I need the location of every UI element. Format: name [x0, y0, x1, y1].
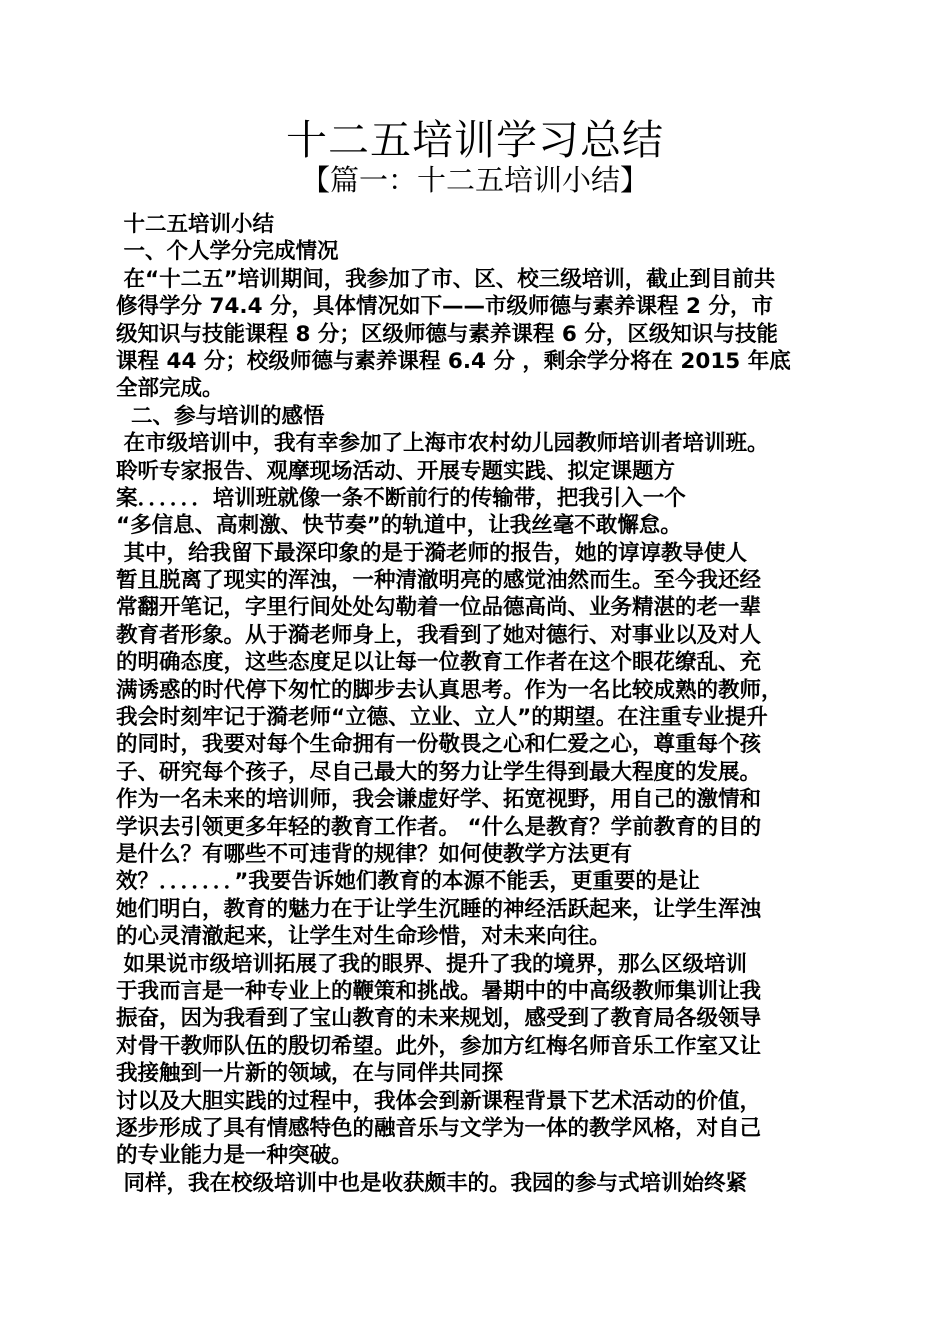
text-line: 如果说市级培训拓展了我的眼界、提升了我的境界，那么区级培训 — [116, 951, 747, 977]
text-line: “多信息、高刺激、快节奏”的轨道中，让我丝毫不敢懈怠。 — [116, 513, 682, 539]
text-line: 案．．．．．．培训班就像一条不断前行的传输带，把我引入一个 — [116, 485, 686, 511]
text-line: 聆听专家报告、观摩现场活动、开展专题实践、拟定课题方 — [116, 458, 676, 484]
text-line: 的明确态度，这些态度足以让每一位教育工作者在这个眼花缭乱、充 — [116, 650, 762, 676]
text-line: 同样，我在校级培训中也是收获颇丰的。我园的参与式培训始终紧 — [116, 1170, 747, 1196]
text-line: 我接触到一片新的领域，在与同伴共同探 — [116, 1061, 504, 1087]
document-body — [116, 211, 836, 1197]
text-line: 教育者形象。从于漪老师身上，我看到了她对德行、对事业以及对人 — [116, 622, 762, 648]
text-line: 她们明白，教育的魅力在于让学生沉睡的神经活跃起来，让学生浑浊 — [116, 896, 762, 922]
text-line: 级知识与技能课程 8 分；区级师德与素养课程 6 分，区级知识与技能 — [116, 321, 778, 347]
text-line: 讨以及大胆实践的过程中，我体会到新课程背景下艺术活动的价值， — [116, 1088, 762, 1114]
document-subtitle: 【篇一：十二五培训小结】 — [300, 163, 649, 197]
text-line: 满诱惑的时代停下匆忙的脚步去认真思考。作为一名比较成熟的教师， — [116, 677, 783, 703]
text-line: 在“十二五”培训期间，我参加了市、区、校三级培训，截止到目前共 — [116, 266, 776, 292]
text-line: 在市级培训中，我有幸参加了上海市农村幼儿园教师培训者培训班。 — [116, 431, 769, 457]
text-line: 修得学分 74.4 分，具体情况如下——市级师德与素养课程 2 分，市 — [116, 294, 773, 320]
text-line: 对骨干教师队伍的殷切希望。此外，参加方红梅名师音乐工作室又让 — [116, 1033, 762, 1059]
text-line: 课程 44 分；校级师德与素养课程 6.4 分 ，剩余学分将在 2015 年底 — [116, 348, 791, 374]
document-title: 十二五培训学习总结 — [286, 116, 664, 164]
text-line: 作为一名未来的培训师，我会谦虚好学、拓宽视野，用自己的激情和 — [116, 787, 762, 813]
text-line: 是什么？有哪些不可违背的规律？如何使教学方法更有 — [116, 841, 633, 867]
text-line: 二、参与培训的感悟 — [116, 403, 325, 429]
text-line: 振奋，因为我看到了宝山教育的未来规划，感受到了教育局各级领导 — [116, 1006, 762, 1032]
text-line: 效？．．．．．．．”我要告诉她们教育的本源不能丢，更重要的是让 — [116, 869, 700, 895]
text-line: 其中，给我留下最深印象的是于漪老师的报告，她的谆谆教导使人 — [116, 540, 747, 566]
text-line: 的专业能力是一种突破。 — [116, 1143, 353, 1169]
text-line: 子、研究每个孩子，尽自己最大的努力让学生得到最大程度的发展。 — [116, 759, 762, 785]
text-line: 常翻开笔记，字里行间处处勾勒着一位品德高尚、业务精湛的老一辈 — [116, 595, 762, 621]
text-line: 全部完成。 — [116, 376, 224, 402]
text-line: 一、个人学分完成情况 — [116, 239, 339, 265]
text-line: 学识去引领更多年轻的教育工作者。 “什么是教育？学前教育的目的 — [116, 814, 762, 840]
text-line: 暂且脱离了现实的浑浊，一种清澈明亮的感觉油然而生。至今我还经 — [116, 568, 762, 594]
text-line: 十二五培训小结 — [116, 212, 274, 237]
text-line: 逐步形成了具有情感特色的融音乐与文学为一体的教学风格，对自己 — [116, 1115, 762, 1141]
text-line: 的同时，我要对每个生命拥有一份敬畏之心和仁爱之心，尊重每个孩 — [116, 732, 762, 758]
text-line: 我会时刻牢记于漪老师“立德、立业、立人”的期望。在注重专业提升 — [116, 705, 768, 731]
text-line: 于我而言是一种专业上的鞭策和挑战。暑期中的中高级教师集训让我 — [116, 978, 762, 1004]
text-line: 的心灵清澈起来，让学生对生命珍惜，对未来向往。 — [116, 924, 611, 950]
